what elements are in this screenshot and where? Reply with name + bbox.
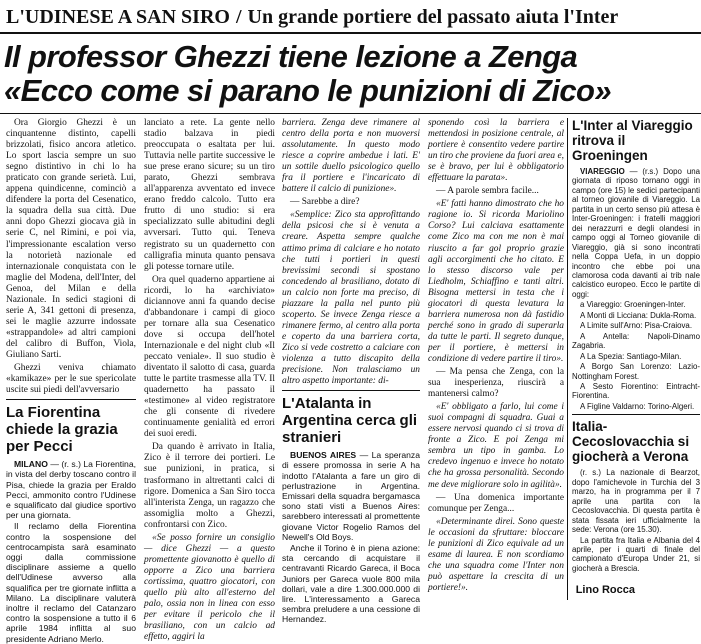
article-paragraph: barriera. Zenga deve rimanere al centro della porta e non muoversi assolutamente. In questo modo riesce a coprire ambedue i lati. E' un sottile duello psicologico quello fra il portiere e l'incaricato di battere il calcio di punizione».: [282, 118, 420, 195]
news-text: — La speranza di essere promossa in serie A ha indotto l'Atalanta a fare un giro di perlustrazione in Argentina. Emissari della squadra bergamasca sono stati visti a Buenos Aires: sarebbero interessati al promettente giovane Victor Rogelio Ramos del Newell's Old Boys.: [282, 450, 420, 542]
result-line: A Sesto Fiorentino: Eintracht-Fiorentina.: [572, 381, 700, 401]
news-paragraph: [572, 167, 700, 299]
sidebar-headline-2: Italia-Cecoslovacchia si giocherà a Verona: [572, 419, 690, 465]
atalanta-headline: L'Atalanta in Argentina cerca gli stranieri: [282, 395, 418, 447]
article-paragraph: Ora Giorgio Ghezzi è un cinquantenne distinto, capelli brizzolati, fisico ancora atletico. Lo sport lascia sempre un suo segno distintivo in chi lo ha praticato con grande serietà. Lui, appena quindicenne, cominciò a difendere la porta del Cesenatico, la squadra della sua città. Due anni dopo Ghezzi giocava già in serie C, nel Rimini, e poi via, l'impressionante escalation verso la notorietà nazionale ed internazionale conquistata con le maglie del Modena, dell'Inter, del Genoa, del Milan e della Nazionale. In sedici stagioni di serie A, 341 gettoni di presenza, sei le maglie azzurre indossate «strappandole» ad altri campioni del calibro di Buffon, Viola, Giuliano Sarti.: [6, 118, 136, 360]
headline-rule: [0, 113, 701, 114]
news-paragraph: Anche il Torino è in piena azione: sta cercando di acquistare il centravanti Ricardo Gareca, il Boca Juniors per Gareca vuole 800 mila dollari, vale a dire 1.300.000.000 di lire. L'interessamento a Gareca sembra preludere a una cessione di Hernandez.: [282, 542, 420, 625]
answer: «E' obbligato a farlo, lui come i suoi compagni di squadra. Guai a essere nervosi quando ci si trova di fronte a Zico. E poi Zenga mi sembra un tipo in gamba. Lo credevo ingenuo e invece ho notato che ha grossa personalità. Secondo me deve migliorare solo in agilità».: [428, 402, 564, 490]
article-column-2: [144, 118, 275, 643]
sidebar: [572, 118, 700, 600]
sidebar-divider: [567, 118, 568, 600]
sidebar-headline-1: L'Inter al Viareggio ritrova il Groeningen: [572, 118, 693, 163]
news-paragraph: (r. s.) La nazionale di Bearzot, dopo l'amichevole in Turchia del 3 marzo, ha in programma per il 7 aprile una partita con la Cecoslovacchia. Di questa partita è stata fissata ieri ufficialmente la sede: Verona (ore 15.30).: [572, 468, 700, 535]
news-paragraph: La partita fra Italia e Albania del 4 aprile, per i quarti di finale del campionato d'Europa Under 21, si giocherà a Brescia.: [572, 535, 700, 573]
box-rule: [572, 414, 700, 415]
article-paragraph: Ora quel quaderno appartiene ai ricordi, lo ha «archiviato» diciannove anni fa quando decise d'abbandonare i campi di gioco per tornare alla sua Cesenatico dove si occupa dell'hotel Internazionale e del night club «Il peccato veniale». Il suo studio è diventato il salotto di casa, guarda tutte le partite trasmesse alla TV. Il quadernetto ha passato il «testimone» al video registratore che gli consente di rivedere continuamente genialità ed errori dei suoi eredi.: [144, 274, 275, 440]
sidebar-article-1: [572, 167, 700, 411]
question: — Sarebbe a dire?: [290, 197, 360, 208]
dateline: MILANO: [14, 459, 48, 470]
result-line: A Figline Valdarno: Torino-Algeri.: [580, 401, 695, 411]
article-paragraph: «Se posso fornire un consiglio — dice Ghezzi — a questo promettente giovanotto è quello di opporre a Zico una barriera cortissima, quattro giocatori, con quello più alto all'esterno del palo, ossia non in linea con esso per evitare il pericolo che il brasiliano, con un calcio ad effetto, aggiri la: [144, 532, 275, 643]
result-line: A La Spezia: Santiago-Milan.: [580, 351, 682, 361]
article-paragraph: Ghezzi veniva chiamato «kamikaze» per le sue spericolate uscite sui piedi dell'avversario: [6, 363, 136, 396]
box-rule: [6, 399, 136, 400]
article-paragraph: Da quando è arrivato in Italia, Zico è il terrore dei portieri. Le sue punizioni, in pratica, si trasformano in altrettanti calci di rigore. Domenica a San Siro tocca all'interista Zenga, un ragazzo che assomiglia molto a Ghezzi, confrontarsi con Zico.: [144, 442, 275, 530]
sidebar-article-2: [572, 468, 700, 573]
kicker-left: L'UDINESE A SAN SIRO: [6, 6, 230, 28]
article-column-3: [282, 118, 420, 625]
news-text: — (r. s.) La Fiorentina, in vista del derby toscano contro il Pisa, chiede la grazia per Eraldo Pecci, ammonito contro l'Udinese e squalificato dal giudice sportivo per una giornata.: [6, 459, 136, 521]
news-text: — (r.s.) Dopo una giornata di riposo tornano oggi in campo (ore 15) le sedici partecipanti al torneo giovanile di Viareggio. La partita in un certo senso più attesa è Inter-Groeningen: i fratelli maggiori dei nerazzurri e degli olandesi in campo oggi al Torneo giovanile di Viareggio, già si sono incontrati nella Coppa Uefa, in un doppio incontro che ebbe poi una clamorosa coda davanti ai trib nale calcistico europeo. Ecco le partite di oggi:: [572, 167, 700, 299]
question: — Ma pensa che Zenga, con la sua inesperienza, riuscirà a mantenersi calmo?: [428, 367, 564, 400]
news-paragraph: [6, 459, 136, 520]
answer: «Semplice: Zico sta approfittando della psicosi che si è venuta a creare. Aspetta sempre qualche attimo prima di calciare e ho notato che tutti i portieri in questi brevissimi secondi si spostano concedendo al brasiliano, dotato di un calcio non forte ma preciso, di piazzare la palla nel punto più scoperto. Se invece Zenga riesce a rimanere fermo, al centro alla porta e coperto da una barriera corta, Zico si vede costretto a calciare con violenza a tutto discapito della precisione. Non tralasciamo un altro aspetto importante: di-: [282, 210, 420, 387]
result-line: A Monti di Licciana: Dukla-Roma.: [580, 310, 697, 320]
result-line: A Borgo San Lorenzo: Lazio-Nottingham Forest.: [572, 362, 700, 381]
fiorentina-article: [6, 459, 136, 644]
answer: «Determinante direi. Sono queste le occasioni da sfruttare: bloccare le punizioni di Zico equivale ad un esame di laurea. E non scordiamo che una squadra come l'Inter non può aspettare la crescita di un portiere!».: [428, 516, 564, 593]
article-paragraph: lanciato a rete. La gente nello stadio balzava in piedi preoccupata o esaltata per lui. Tuttavia nelle partite successive le sue prese erano sicure; su un tiro parato, Ghezzi sembrava all'apparenza avventato ed invece erano freddo calcolo. Tutto era frutto di uno studio: si era specializzato sulle abitudini degli avversari. Tutto qui. Teneva registrato su un quadernetto con calligrafia minuta quanto pensava gli potesse tornare utile.: [144, 118, 275, 272]
fiorentina-headline: La Fiorentina chiede la grazia per Pecci: [6, 404, 118, 456]
result-line: A Limite sull'Arno: Pisa-Craiova.: [580, 321, 693, 331]
headline-line-2: «Ecco come si parano le punizioni di Zico»: [4, 73, 612, 108]
kicker-separator: /: [235, 6, 242, 28]
kicker-right: Un grande portiere del passato aiuta l'Inter: [247, 6, 619, 28]
news-paragraph: [282, 450, 420, 542]
article-column-4: [428, 118, 564, 593]
question: — A parole sembra facile...: [436, 186, 539, 197]
main-headline: [4, 40, 696, 108]
box-rule: [282, 390, 420, 391]
dateline: BUENOS AIRES: [290, 450, 357, 461]
answer: «E' fatti hanno dimostrato che ho ragione io. Si ricorda Mariolino Corso? Lui calciava esattamente come Zico ma con me non è mai riuscito a far gol proprio grazie agli accorgimenti che ho citato. E lo stesso discorso vale per Liedholm, Schiaffino e tanti altri. Bisogna mettersi in testa che i giocatori di questa levatura la barriera numerosa non dà fastidio perché sono in grado di superarla da tutte le parti. Il segreto dunque, per il portiere, è mettersi in condizione di vedere partire il tiro».: [428, 199, 564, 364]
atalanta-article: [282, 450, 420, 624]
dateline: VIAREGGIO: [580, 167, 625, 176]
news-paragraph: Il reclamo della Fiorentina contro la sospensione del centrocampista sarà esaminato oggi dalla commissione disciplinare assieme a quello dell'Udinese avverso alla squalifica per tre giornate inflitta a Milano. La disciplinare valuterà inoltre il reclamo del Catanzaro contro la sospensione a tutto il 6 aprile 1984 inflitta al suo presidente Adriano Merlo.: [6, 521, 136, 644]
section-kicker: [0, 0, 701, 34]
byline: Lino Rocca: [575, 584, 635, 596]
result-line: A Antella: Napoli-Dinamo Zagabria.: [572, 331, 700, 351]
result-line: a Viareggio: Groeningen-Inter.: [580, 300, 686, 310]
article-paragraph: sponendo così la barriera e mettendosi in posizione centrale, al portiere è consentito vedere partire un tiro che proviene da fuori area e, se è bravo, per lui è obbligatorio effettuare la parata».: [428, 118, 564, 184]
question: — Una domenica importante comunque per Zenga...: [428, 492, 564, 514]
headline-line-1: Il professor Ghezzi tiene lezione a Zenga: [4, 39, 578, 74]
article-column-1: [6, 118, 136, 644]
